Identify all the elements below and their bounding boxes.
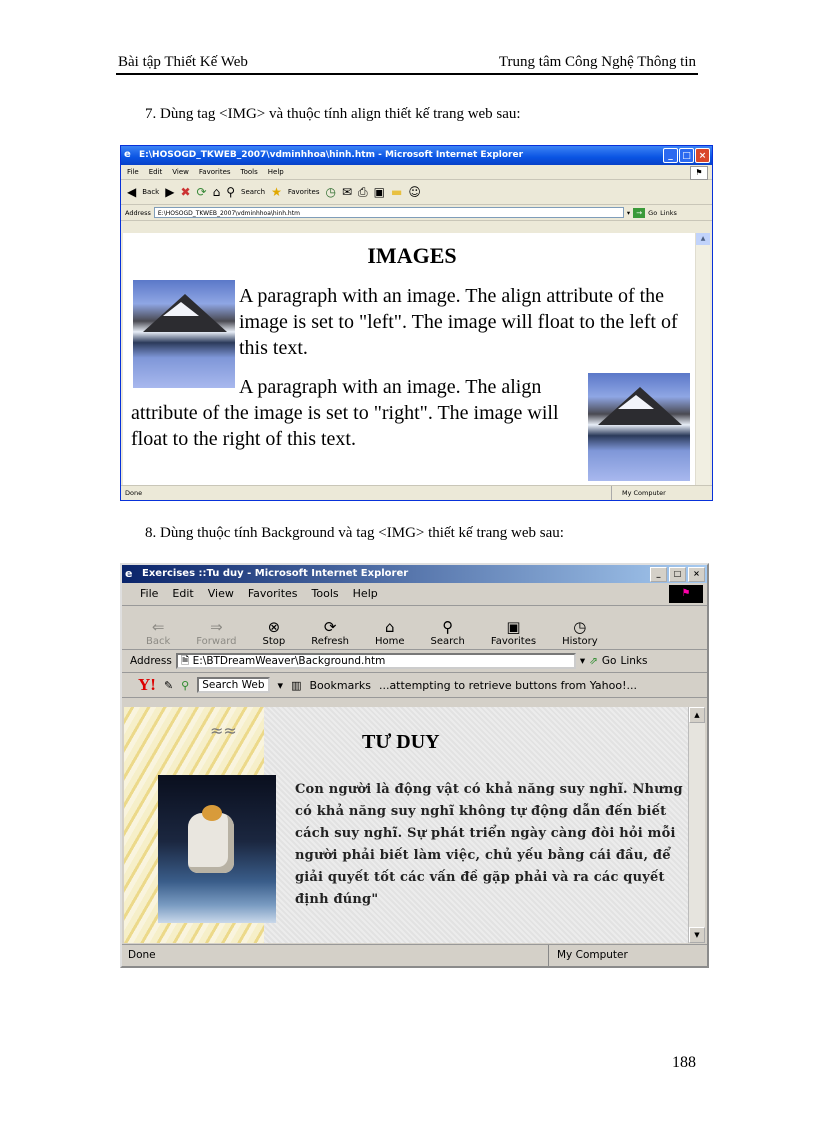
window2-page-content [124, 707, 688, 943]
tu-duy-heading: TƯ DUY [362, 731, 440, 753]
status-zone: My Computer [548, 945, 628, 966]
bookmarks-button[interactable]: Bookmarks [309, 678, 371, 692]
favorites-icon[interactable]: ★ [271, 185, 282, 199]
page-icon: 🗎 [180, 655, 193, 667]
ie-window-images [120, 145, 713, 501]
menu-file[interactable]: File [127, 168, 139, 176]
search-web-dropdown-icon[interactable]: ▾ [277, 678, 284, 692]
window2-statusbar [122, 944, 707, 966]
scroll-up-icon[interactable]: ▲ [689, 707, 705, 723]
yahoo-toolbar [122, 673, 707, 698]
window1-page-content [123, 233, 696, 486]
refresh-icon: ⟳ [323, 618, 337, 636]
images-heading: IMAGES [367, 243, 457, 268]
search-button[interactable]: ⚲ Search [430, 618, 465, 647]
window2-scrollbar[interactable] [688, 707, 705, 943]
mountain-image-left [133, 280, 235, 388]
window1-menubar [121, 165, 712, 180]
favorites-icon: ▣ [506, 618, 521, 636]
status-done: Done [125, 489, 143, 497]
stop-button[interactable]: ⊗ Stop [262, 618, 286, 647]
paragraph-right: A paragraph with an image. The align attribute of the image is set to "right". The image will float to the right of this text. [131, 376, 559, 450]
print-icon[interactable]: ⎙ [358, 185, 368, 199]
yahoo-logo[interactable]: Y! [138, 675, 156, 694]
history-icon[interactable]: ◷ [325, 185, 336, 199]
header-rule [116, 73, 698, 75]
refresh-button[interactable]: ⟳ Refresh [311, 618, 349, 647]
favorites-button[interactable]: ▣ Favorites [490, 618, 537, 647]
menu-view[interactable]: View [207, 587, 234, 600]
birds-decoration: ≈≈ [210, 721, 237, 740]
search-small-icon: ⚲ [181, 678, 190, 692]
home-icon[interactable]: ⌂ [212, 185, 221, 199]
address-input[interactable]: 🗎 E:\BTDreamWeaver\Background.htm [176, 653, 576, 669]
menu-favorites[interactable]: Favorites [198, 168, 231, 176]
paragraph-left: A paragraph with an image. The align attribute of the image is set to "left". The image will float to the left of this text. [239, 285, 678, 359]
search-icon: ⚲ [442, 618, 454, 636]
home-button[interactable]: ⌂ Home [375, 618, 405, 647]
address-dropdown-icon[interactable]: ▾ [579, 655, 586, 667]
go-icon[interactable]: → [633, 208, 645, 218]
go-button[interactable]: Go [601, 655, 617, 667]
messenger-icon[interactable]: ☺ [408, 185, 421, 199]
windows-flag-icon: ⚑ [690, 166, 708, 180]
windows-flag-icon: ⚑ [669, 585, 703, 603]
stop-icon: ⊗ [267, 618, 281, 636]
history-button[interactable]: ◷ History [562, 618, 598, 647]
home-icon: ⌂ [385, 618, 395, 636]
back-button[interactable]: ⇐ Back [146, 618, 171, 647]
menu-edit[interactable]: Edit [148, 168, 163, 176]
yahoo-status-text: ...attempting to retrieve buttons from Yahoo!... [378, 678, 637, 692]
minimize-button[interactable]: _ [663, 148, 678, 163]
window1-scrollbar[interactable] [695, 233, 710, 486]
edit-icon[interactable]: ▣ [373, 185, 385, 199]
close-button[interactable]: × [688, 567, 705, 582]
ie-window-tu-duy [120, 563, 709, 968]
refresh-icon[interactable]: ⟳ [196, 185, 207, 199]
search-label[interactable]: Search [241, 188, 266, 196]
window2-title: Exercises ::Tu duy - Microsoft Internet Explorer [142, 568, 409, 579]
search-web-input[interactable]: Search Web [197, 677, 269, 693]
back-icon[interactable]: ◀ [127, 185, 137, 199]
menu-view[interactable]: View [172, 168, 189, 176]
minimize-button[interactable]: _ [650, 567, 667, 582]
status-done: Done [128, 949, 156, 961]
window2-toolbar [122, 606, 707, 650]
back-icon: ⇐ [151, 618, 165, 636]
forward-icon: ⇒ [210, 618, 223, 636]
links-button[interactable]: Links [660, 208, 677, 217]
menu-help[interactable]: Help [352, 587, 378, 600]
mountain-image-right [588, 373, 690, 481]
back-label[interactable]: Back [142, 188, 160, 196]
header-right: Trung tâm Công Nghệ Thông tin [498, 54, 696, 70]
links-button[interactable]: Links [620, 655, 648, 667]
menu-tools[interactable]: Tools [240, 168, 258, 176]
window1-title: E:\HOSOGD_TKWEB_2007\vdminhhoa\hinh.htm - Microsoft Internet Explorer [139, 150, 524, 160]
page-number: 188 [672, 1054, 696, 1071]
exercise-8-text: 8. Dùng thuộc tính Background và tag <IMG> thiết kế trang web sau: [145, 525, 564, 541]
go-button[interactable]: Go [648, 208, 658, 217]
mail-icon[interactable]: ✉ [341, 185, 353, 199]
scroll-down-icon[interactable]: ▼ [689, 927, 705, 943]
bookmarks-icon: ▥ [291, 678, 302, 692]
window1-toolbar [121, 180, 712, 205]
ie-icon: e [125, 567, 133, 580]
menu-favorites[interactable]: Favorites [247, 587, 298, 600]
maximize-button[interactable]: □ [679, 148, 694, 163]
address-dropdown-icon[interactable]: ▾ [626, 208, 631, 217]
menu-file[interactable]: File [140, 587, 159, 600]
history-icon: ◷ [573, 618, 587, 636]
scroll-up-icon[interactable]: ▲ [696, 233, 710, 245]
address-label: Address [125, 208, 151, 217]
stop-icon[interactable]: ✖ [180, 185, 191, 199]
window2-titlebar[interactable] [122, 565, 707, 583]
forward-button[interactable]: ⇒ Forward [196, 618, 237, 647]
folder-icon[interactable]: ▬ [390, 185, 403, 199]
favorites-label[interactable]: Favorites [287, 188, 320, 196]
status-zone: My Computer [611, 486, 666, 500]
astronaut-image [158, 775, 276, 923]
pencil-icon[interactable]: ✎ [163, 678, 174, 692]
address-input[interactable]: E:\HOSOGD_TKWEB_2007\vdminhhoa\hinh.htm [154, 207, 624, 218]
header-left: Bài tập Thiết Kế Web [118, 54, 248, 70]
window1-statusbar [121, 485, 712, 500]
menu-help[interactable]: Help [267, 168, 284, 176]
window2-menubar [122, 583, 707, 606]
maximize-button[interactable]: □ [669, 567, 686, 582]
close-button[interactable]: × [695, 148, 710, 163]
tu-duy-paragraph: Con người là động vật có khả năng suy nghĩ. Nhưng có khả năng suy nghĩ không tự động dẫn đến biết cách suy nghĩ. Sự phát triển ngày càng đòi hỏi mỗi người phải biết làm việc, chủ yếu bằng cái đầu, để giải quyết tốt các vấn đề gặp phải và ra các quyết định đúng" [295, 782, 683, 907]
menu-tools[interactable]: Tools [311, 587, 339, 600]
window1-addressbar [121, 205, 712, 221]
window1-titlebar[interactable] [121, 146, 712, 165]
ie-icon: e [124, 149, 131, 160]
exercise-7-text: 7. Dùng tag <IMG> và thuộc tính align thiết kế trang web sau: [145, 106, 521, 122]
go-icon: ⇗ [589, 655, 598, 667]
forward-icon[interactable]: ▶ [165, 185, 175, 199]
menu-edit[interactable]: Edit [172, 587, 194, 600]
window2-addressbar [122, 650, 707, 673]
search-icon[interactable]: ⚲ [226, 185, 236, 199]
address-label: Address [130, 655, 172, 667]
